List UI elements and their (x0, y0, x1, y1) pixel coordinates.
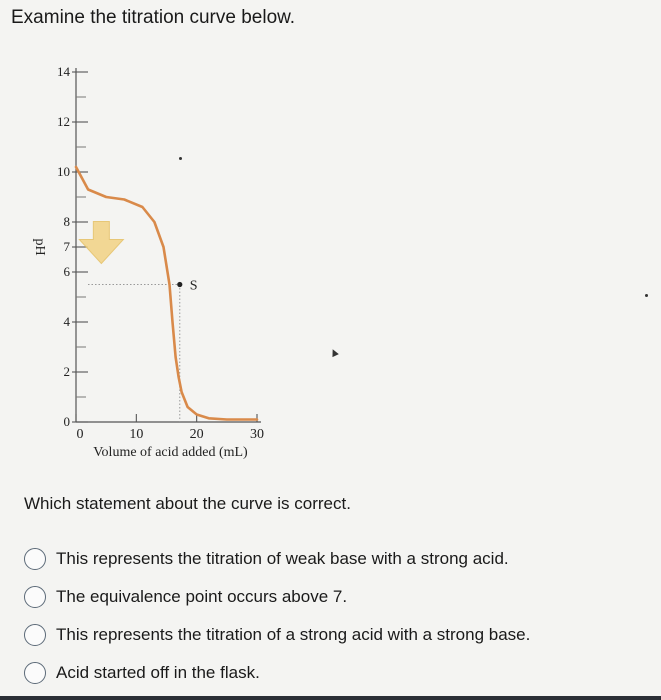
down-arrow-highlight (79, 222, 123, 264)
radio-button[interactable] (24, 548, 46, 570)
x-tick-label: 10 (129, 427, 144, 442)
radio-button[interactable] (24, 662, 46, 684)
y-tick-label: 10 (57, 164, 70, 179)
y-tick-label: 0 (63, 414, 70, 429)
option-strong-acid-strong-base[interactable] (24, 616, 644, 654)
prompt-text: Examine the titration curve below. (11, 7, 296, 28)
option-label: Acid started off in the flask. (56, 663, 260, 682)
x-tick-label: 20 (189, 427, 204, 442)
radio-button[interactable] (24, 624, 46, 646)
bottom-bar (0, 696, 661, 700)
y-tick-label: 8 (63, 214, 70, 229)
option-label: The equivalence point occurs above 7. (56, 587, 348, 606)
y-axis-label: pH (32, 238, 47, 256)
option-label: This represents the titration of weak base with a strong acid. (56, 549, 509, 568)
x-tick-label: 0 (76, 427, 84, 442)
titration-chart (20, 52, 300, 472)
option-equivalence-above-7[interactable] (24, 578, 644, 616)
y-tick-label: 7 (63, 239, 70, 254)
mouse-cursor-icon: ▲ (325, 343, 343, 361)
radio-button[interactable] (24, 586, 46, 608)
point-s-label: S (189, 278, 198, 294)
titration-chart-svg (20, 52, 300, 472)
question-text: Which statement about the curve is correct. (24, 494, 351, 513)
option-acid-in-flask[interactable] (24, 654, 644, 692)
point-s (177, 282, 182, 287)
speck-dot (179, 157, 182, 160)
speck-dot (645, 294, 648, 297)
y-tick-label: 2 (63, 364, 70, 379)
x-tick-label: 30 (250, 427, 264, 442)
x-axis-label: Volume of acid added (mL) (93, 445, 248, 460)
titration-curve (76, 167, 257, 420)
y-tick-label: 14 (57, 64, 70, 79)
option-label: This represents the titration of a strong acid with a strong base. (56, 625, 531, 644)
option-weak-base-strong-acid[interactable] (24, 540, 644, 578)
y-tick-label: 6 (63, 264, 70, 279)
y-tick-label: 4 (63, 314, 70, 329)
y-tick-label: 12 (57, 114, 70, 129)
answer-options (24, 540, 644, 692)
